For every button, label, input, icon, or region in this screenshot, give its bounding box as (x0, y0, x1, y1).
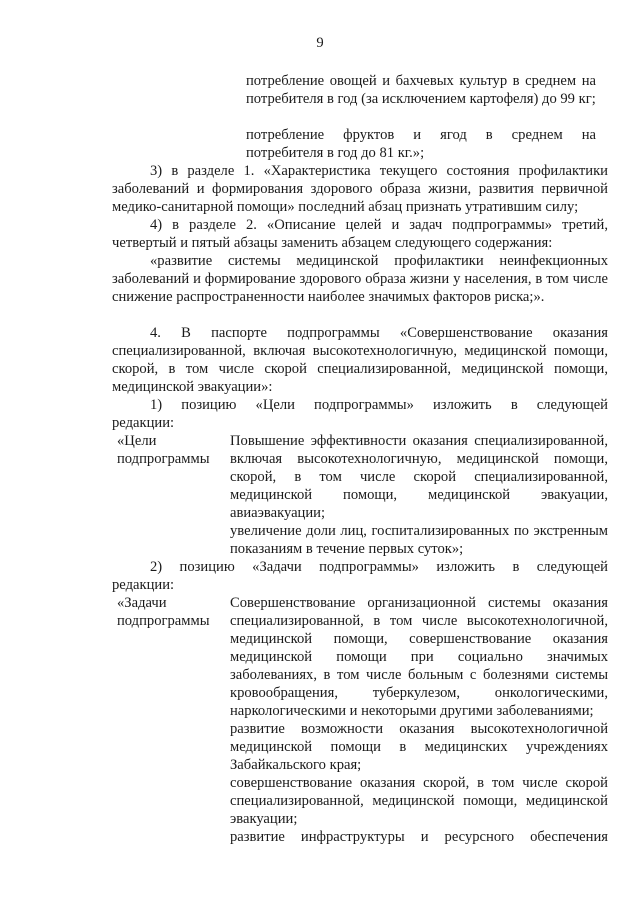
tasks-item-1: Совершенствование организационной системы оказания специализированной, в том числе высокотехнологичной, медицинской помощи, совершенствование оказания медицинской помощи при социально значимых заболеваниях, в том числе больным с болезнями системы кровообращения, туберкулезом, онкологическими, наркологическими и некоторыми другими заболеваниями; (230, 595, 608, 719)
tasks-item-2: развитие возможности оказания высокотехнологичной медицинской помощи в медицинских учреждениях Забайкальского края; (230, 721, 608, 773)
goals-label: «Цели подпрограммы (117, 433, 210, 467)
page-number: 9 (316, 35, 324, 51)
list-item-fruits-line1: потребление фруктов и ягод в среднем на (246, 127, 596, 143)
tasks-item-4: развитие инфраструктуры и ресурсного обеспечения (230, 829, 608, 845)
subitem-2-line1: 2) позицию «Задачи подпрограммы» изложить в следующей (150, 559, 608, 575)
goals-item-2: увеличение доли лиц, госпитализированных по экстренным показаниям в течение первых суток»; (230, 523, 608, 557)
list-item-fruits-line2: потребителя в год до 81 кг.»; (246, 145, 425, 161)
paragraph-3: 3) в разделе 1. «Характеристика текущего состояния профилактики заболеваний и формирования здорового образа жизни, развития первичной медико-санитарной помощи» последний абзац признать утратившим силу; (112, 163, 608, 215)
tasks-item-3: совершенствование оказания скорой, в том числе скорой специализированной, медицинской помощи, медицинской эвакуации; (230, 775, 608, 827)
paragraph-4: 4) в разделе 2. «Описание целей и задач подпрограммы» третий, четвертый и пятый абзацы заменить абзацем следующего содержания: (112, 217, 608, 251)
tasks-label: «Задачи подпрограммы (117, 595, 210, 629)
list-item-vegetables: потребление овощей и бахчевых культур в среднем на потребителя в год (за исключением картофеля) до 99 кг; (246, 73, 596, 107)
goals-item-1: Повышение эффективности оказания специализированной, включая высокотехнологичную, медицинской помощи, скорой, в том числе скорой специализированной, медицинской помощи, медицинской эвакуации, авиаэвакуации; (230, 433, 608, 521)
quoted-paragraph: «развитие системы медицинской профилактики неинфекционных заболеваний и формирование здорового образа жизни у населения, в том числе снижение распространенности наиболее значимых факторов риска;». (112, 253, 608, 305)
subitem-1-line1: 1) позицию «Цели подпрограммы» изложить в следующей (150, 397, 608, 413)
subitem-1-line2: редакции: (112, 415, 175, 431)
subitem-2-line2: редакции: (112, 577, 175, 593)
item-4-paragraph: 4. В паспорте подпрограммы «Совершенствование оказания специализированной, включая высокотехнологичную, медицинской помощи, скорой, в том числе скорой специализированной, медицинской помощи, медицинской эвакуации»: (112, 325, 608, 395)
